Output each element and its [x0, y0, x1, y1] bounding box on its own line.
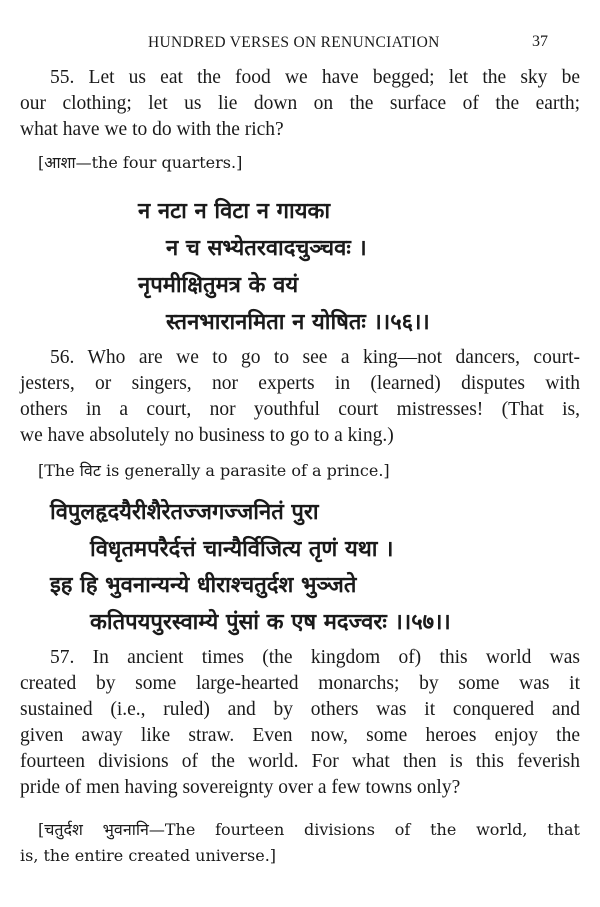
page-number: 37: [532, 33, 548, 50]
translation-line: pride of men having sovereignty over a few towns only?: [20, 777, 461, 798]
sanskrit-verse-line: स्तनभारानमिता न योषितः ।।५६।।: [166, 310, 430, 335]
sanskrit-verse-line: नृपमीक्षितुमत्र के वयं: [138, 273, 299, 298]
translation-line: 57. In ancient times (the kingdom of) this world was: [50, 647, 580, 668]
footnote: [चतुर्दश भुवनानि—The fourteen divisions of the world, that: [38, 820, 580, 839]
translation-line: sustained (i.e., ruled) and by others was it conquered and: [20, 699, 580, 720]
translation-line: 55. Let us eat the food we have begged; let the sky be: [50, 67, 580, 88]
translation-line: what have we to do with the rich?: [20, 119, 284, 140]
sanskrit-verse-line: न च सभ्येतरवादचुञ्चवः ।: [166, 236, 367, 261]
footnote: [आशा—the four quarters.]: [38, 153, 243, 172]
translation-line: created by some large-hearted monarchs; by some was it: [20, 673, 580, 694]
sanskrit-verse-line: विधृतमपरैर्दत्तं चान्यैर्विजित्य तृणं यथा ।: [90, 537, 394, 562]
translation-line: fourteen divisions of the world. For what then is this feverish: [20, 751, 580, 772]
translation-line: given away like straw. Even now, some heroes enjoy the: [20, 725, 580, 746]
translation-line: others in a court, nor youthful court mistresses! (That is,: [20, 399, 580, 420]
sanskrit-verse-line: विपुलहृदयैरीशैरेतज्जगज्जनितं पुरा: [50, 500, 319, 525]
sanskrit-verse-line: कतिपयपुरस्वाम्ये पुंसां क एष मदज्वरः ।।५७।।: [90, 610, 451, 635]
footnote: [The विट is generally a parasite of a prince.]: [38, 461, 390, 480]
sanskrit-verse-line: न नटा न विटा न गायका: [138, 199, 331, 224]
sanskrit-verse-line: इह हि भुवनान्यन्ये धीराश्चतुर्दश भुञ्जते: [50, 573, 357, 598]
footnote: is, the entire created universe.]: [20, 846, 277, 865]
running-title: HUNDRED VERSES ON RENUNCIATION: [148, 34, 440, 51]
translation-line: 56. Who are we to go to see a king—not dancers, court-: [50, 347, 580, 368]
translation-line: jesters, or singers, nor experts in (learned) disputes with: [20, 373, 580, 394]
translation-line: our clothing; let us lie down on the surface of the earth;: [20, 93, 580, 114]
translation-line: we have absolutely no business to go to a king.): [20, 425, 394, 446]
